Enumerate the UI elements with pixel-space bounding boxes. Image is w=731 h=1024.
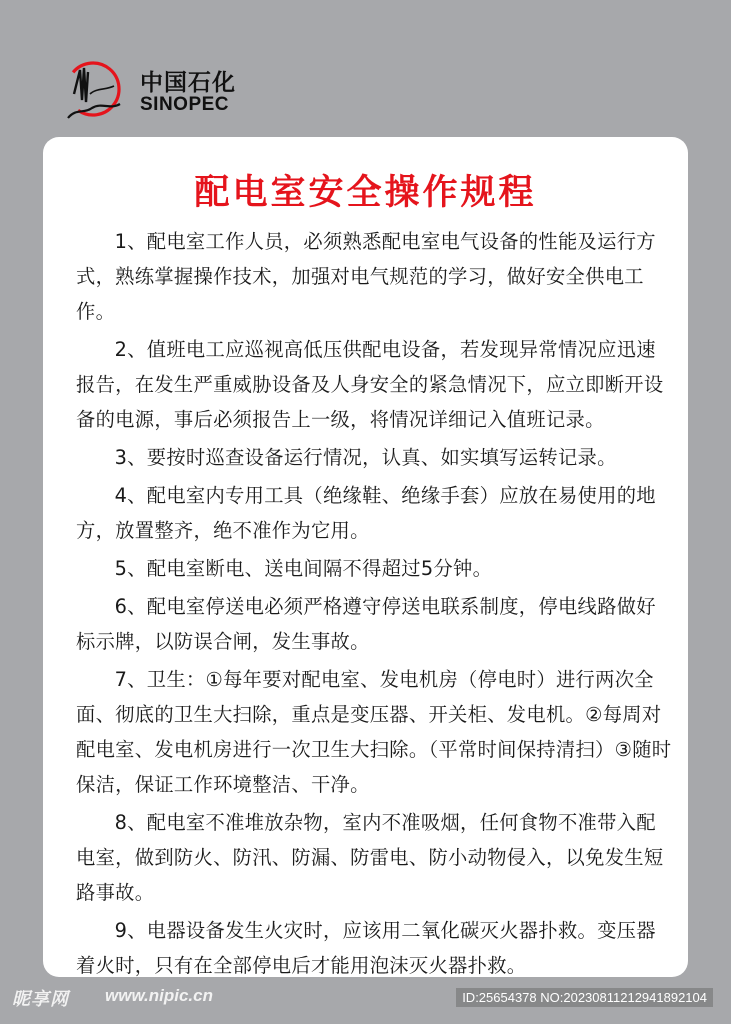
brand-name-en: SINOPEC <box>140 94 230 115</box>
rule-item: 3、要按时巡查设备运行情况，认真、如实填写运转记录。 <box>114 446 617 469</box>
rules-panel <box>43 137 688 977</box>
rule-item: 8、配电室不准堆放杂物，室内不准吸烟，任何食物不准带入配电室，做到防火、防汛、防漏、防雷电、防小动物侵入，以免发生短路事故。 <box>76 811 664 904</box>
rule-item: 5、配电室断电、送电间隔不得超过5分钟。 <box>114 557 493 580</box>
rules-list <box>76 224 672 986</box>
rule-item: 9、电器设备发生火灾时，应该用二氧化碳灭火器扑救。变压器着火时，只有在全部停电后才能用泡沫灭火器扑救。 <box>76 919 656 977</box>
brand-name-cn: 中国石化 <box>140 70 236 96</box>
sinopec-logo <box>62 58 262 126</box>
watermark-url: www.nipic.cn <box>105 986 213 1005</box>
rule-item: 6、配电室停送电必须严格遵守停送电联系制度，停电线路做好标示牌，以防误合闸，发生事故。 <box>76 595 656 653</box>
page-title: 配电室安全操作规程 <box>194 173 537 213</box>
rule-item: 2、值班电工应巡视高低压供配电设备，若发现异常情况应迅速报告，在发生严重威胁设备及人身安全的紧急情况下，应立即断开设备的电源，事后必须报告上一级，将情况详细记入值班记录。 <box>76 338 664 431</box>
sinopec-emblem-icon <box>62 58 124 122</box>
watermark-id: ID:25654378 NO:20230811212941892104 <box>456 988 713 1007</box>
watermark-site-name: 昵享网 <box>12 989 69 1010</box>
rule-item: 1、配电室工作人员，必须熟悉配电室电气设备的性能及运行方式，熟练掌握操作技术，加强对电气规范的学习，做好安全供电工作。 <box>76 230 656 323</box>
rule-item: 7、卫生：①每年要对配电室、发电机房（停电时）进行两次全面、彻底的卫生大扫除，重点是变压器、开关柜、发电机。②每周对配电室、发电机房进行一次卫生大扫除。（平常时间保持清扫）③随时保洁，保证工作环境整洁、干净。 <box>76 668 672 796</box>
rule-item: 4、配电室内专用工具（绝缘鞋、绝缘手套）应放在易使用的地方，放置整齐，绝不准作为它用。 <box>76 484 656 542</box>
